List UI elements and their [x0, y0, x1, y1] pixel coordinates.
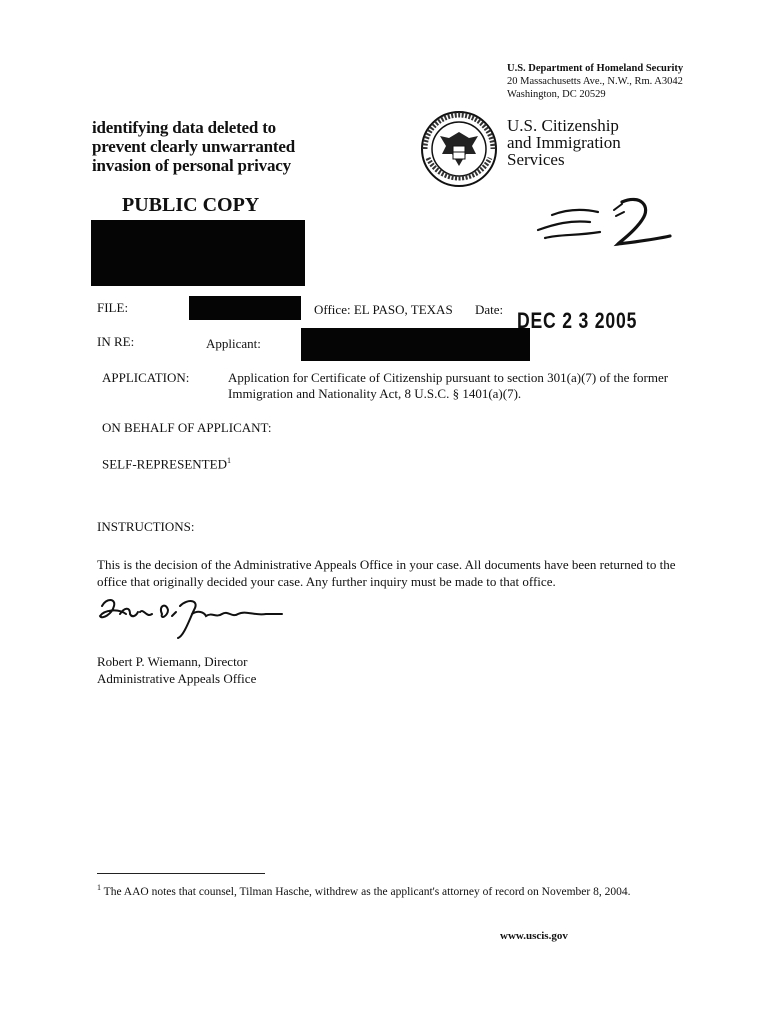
redaction-block	[301, 328, 530, 361]
signatory-name: Robert P. Wiemann, Director	[97, 654, 248, 669]
stamp-line-1: identifying data deleted to	[92, 118, 276, 137]
signatory-office: Administrative Appeals Office	[97, 671, 257, 686]
application-text: Application for Certificate of Citizenship pursuant to section 301(a)(7) of the former Immigration and Nationality Act, 8 U.S.C. § 1401(a)(7).	[228, 370, 669, 401]
footnote-text: The AAO notes that counsel, Tilman Hasche, withdrew as the applicant's attorney of record on November 8, 2004.	[103, 885, 631, 898]
public-copy-stamp: PUBLIC COPY	[122, 194, 260, 216]
stamp-line-2: prevent clearly unwarranted	[92, 137, 295, 156]
in-re-label: IN RE:	[97, 334, 135, 349]
office-field: Office: EL PASO, TEXAS	[314, 302, 453, 317]
date-label: Date:	[475, 302, 504, 317]
address-line-2: 20 Massachusetts Ave., N.W., Rm. A3042	[507, 76, 683, 87]
agency-name	[507, 117, 621, 168]
dhs-seal-icon	[420, 110, 498, 188]
agency-line-2: and Immigration	[507, 133, 621, 152]
representation-value: SELF-REPRESENTED	[102, 456, 227, 472]
file-label: FILE:	[97, 300, 129, 315]
agency-line-3: Services	[507, 150, 565, 169]
agency-address	[507, 62, 683, 101]
website-url: www.uscis.gov	[500, 930, 568, 942]
footnote-divider	[97, 873, 265, 874]
stamp-line-3: invasion of personal privacy	[92, 156, 291, 175]
redaction-block	[91, 220, 305, 286]
applicant-label: Applicant:	[206, 336, 261, 351]
address-line-1: U.S. Department of Homeland Security	[507, 63, 684, 74]
footnote	[97, 883, 630, 898]
footnote-ref: 1	[226, 456, 231, 465]
representation-status	[102, 452, 231, 472]
redaction-block	[189, 296, 301, 320]
address-line-3: Washington, DC 20529	[507, 89, 606, 100]
date-stamp: DEC 2 3 2005	[517, 308, 638, 333]
privacy-stamp	[92, 118, 295, 175]
signature-icon	[96, 592, 286, 642]
instructions-label: INSTRUCTIONS:	[97, 519, 195, 534]
instructions-text: This is the decision of the Administrative Appeals Office in your case. All documents have been returned to the office that originally decided your case. Any further inquiry must be made to that office.	[97, 557, 676, 589]
agency-line-1: U.S. Citizenship	[507, 116, 619, 135]
handwritten-mark-icon	[530, 190, 680, 250]
on-behalf-label: ON BEHALF OF APPLICANT:	[102, 420, 272, 435]
footnote-number: 1	[97, 883, 101, 892]
application-label: APPLICATION:	[102, 370, 190, 385]
